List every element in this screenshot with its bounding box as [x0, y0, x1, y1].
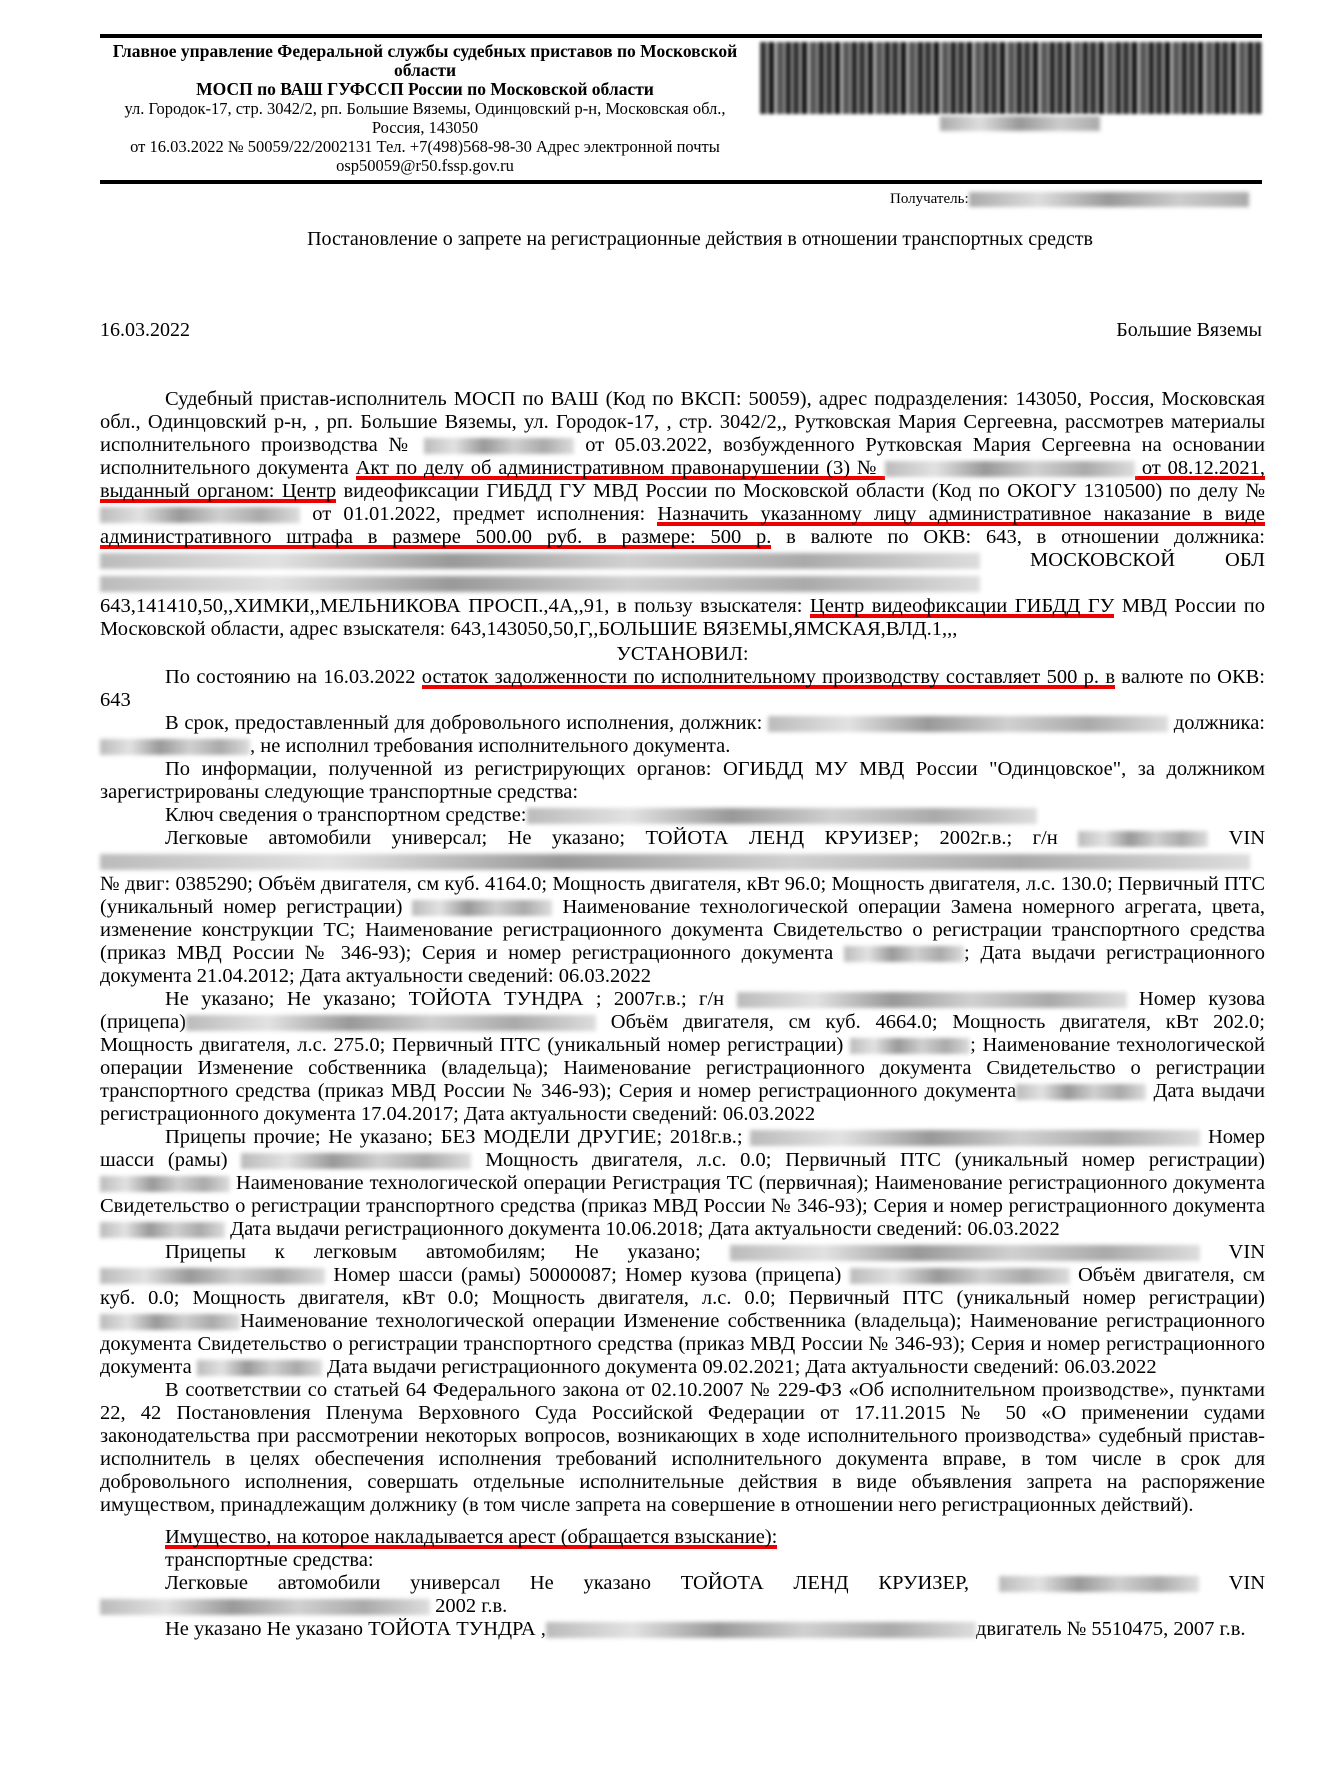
text: видеофиксации ГИБДД ГУ МВД России по Московской области (Код по ОКОГУ 1310500) по делу № [336, 480, 1266, 502]
paragraph [100, 758, 1265, 804]
text: транспортные средства: [165, 1549, 374, 1571]
document-title: Постановление о запрете на регистрационные действия в отношении транспортных средств [307, 228, 1093, 250]
text: Легковые автомобили универсал Не указано ТОЙОТА ЛЕНД КРУИЗЕР, [165, 1572, 999, 1594]
text: Мощность двигателя, л.с. 0.0; Первичный ПТС (уникальный номер регистрации) [471, 1149, 1265, 1171]
text: МВД России по Московской области, адрес взыскателя: 643,143050,50,Г,,БОЛЬШИЕ ВЯЗЕМЫ,ЯМСКАЯ,ВЛД.1,,, [100, 595, 1265, 640]
highlighted-text: от 08.12.2021, выданный органом: Центр [100, 457, 1265, 502]
paragraph [100, 1526, 1265, 1549]
text: МОСКОВСКОЙ ОБЛ [980, 549, 1265, 571]
redacted-value [100, 553, 980, 569]
text: ; Дата выдачи регистрационного документа 21.04.2012; Дата актуальности сведений: 06.03.2022 [100, 942, 1265, 987]
text: 2002 г.в. [430, 1595, 508, 1617]
text: Номер кузова (прицепа) [100, 988, 1265, 1033]
text: Не указано Не указано ТОЙОТА ТУНДРА , [165, 1618, 546, 1640]
text: УСТАНОВИЛ: [616, 643, 749, 665]
redacted-value [100, 854, 1250, 870]
text: № двиг: 0385290; Объём двигателя, см куб. 4164.0; Мощность двигателя, кВт 96.0; Мощность двигателя, л.с. 130.0; Первичный ПТС (уникальный номер регистрации) [100, 873, 1265, 918]
section-heading [100, 643, 1265, 666]
highlighted-text: Имущество, на которое накладывается арест (обращается взыскание): [165, 1526, 778, 1548]
text: валюте по ОКВ: 643 [100, 666, 1265, 711]
text: Легковые автомобили универсал; Не указано; ТОЙОТА ЛЕНД КРУИЗЕР; 2002г.в.; г/н [165, 827, 1079, 849]
redacted-value [100, 507, 300, 523]
text: Не указано; Не указано; ТОЙОТА ТУНДРА ; 2007г.в.; г/н [165, 988, 737, 1010]
barcode-number-redacted [940, 116, 1100, 131]
redacted-value [241, 1153, 471, 1169]
paragraph [100, 388, 1265, 641]
redacted-value [100, 1599, 430, 1615]
text: Объём двигателя, см куб. 0.0; Мощность двигателя, кВт 0.0; Мощность двигателя, л.с. 0.0; Первичный ПТС (уникальный номер регистрации) [100, 1264, 1265, 1309]
redacted-value [999, 1576, 1199, 1592]
highlighted-text: Назначить указанному лицу административное наказание в виде административного штрафа в размере 500.00 руб. в размере: 500 р. [100, 503, 1265, 548]
text: Судебный пристав-исполнитель МОСП по ВАШ (Код по ВКСП: 50059), адрес подразделения: 143050, Россия, Московская обл., Одинцовский р-н, , рп. Большие Вяземы, ул. Городок-17, , стр. 3042/2,, Рутковская Мария Сергеевна, рассмотрев материалы исполнительного производства № [100, 388, 1265, 456]
text: в валюте по ОКВ: 643, в отношении должника: [771, 526, 1266, 548]
paragraph [100, 1572, 1265, 1618]
redacted-value [750, 1130, 1200, 1146]
issuer-address: ул. Городок-17, стр. 3042/2, рп. Большие Вяземы, Одинцовский р-н, Московская обл., Россия, 143050 [124, 99, 726, 137]
text: Объём двигателя, см куб. 4664.0; Мощность двигателя, кВт 202.0; Мощность двигателя, л.с. 275.0; Первичный ПТС (уникальный номер регистрации) [100, 1011, 1265, 1056]
paragraph [100, 827, 1265, 988]
text: Прицепы к легковым автомобилям; Не указано; [165, 1241, 730, 1263]
redacted-value [885, 461, 1135, 477]
paragraph [100, 1126, 1265, 1241]
text: двигатель № 5510475, 2007 г.в. [975, 1618, 1246, 1640]
issuer-contacts: от 16.03.2022 № 50059/22/2002131 Тел. +7(498)568-98-30 Адрес электронной почты osp50059@r50.fssp.gov.ru [130, 137, 720, 175]
text: Дата выдачи регистрационного документа 17.04.2017; Дата актуальности сведений: 06.03.2022 [100, 1080, 1265, 1125]
text: 643,141410,50,,ХИМКИ,,МЕЛЬНИКОВА ПРОСП.,4А,,91, в пользу взыскателя: [100, 595, 810, 617]
text: Дата выдачи регистрационного документа 09.02.2021; Дата актуальности сведений: 06.03.2022 [321, 1356, 1157, 1378]
paragraph [100, 712, 1265, 758]
text: должника: [1168, 712, 1265, 734]
redacted-value [100, 739, 250, 755]
redacted-value [100, 1314, 240, 1330]
header-top-rule [100, 34, 1262, 38]
text: Дата выдачи регистрационного документа 10.06.2018; Дата актуальности сведений: 06.03.2022 [225, 1218, 1060, 1240]
redacted-value [850, 1038, 970, 1054]
redacted-value [100, 1222, 225, 1238]
text: от 05.03.2022, возбужденного Рутковская Мария Сергеевна на основании исполнительного документа [100, 434, 1265, 479]
recipient [890, 191, 1249, 208]
redacted-value [730, 1245, 1200, 1261]
text: VIN [1208, 827, 1266, 849]
text: Наименование технологической операции Замена номерного агрегата, цвета, изменение конструкции ТС; Наименование регистрационного документа Свидетельство о регистрации транспортного средства (приказ МВД России № 346-93); Серия и номер регистрационного документа [100, 896, 1265, 964]
redacted-value [737, 992, 1127, 1008]
redacted-value [186, 1015, 596, 1031]
redacted-value [100, 1176, 230, 1192]
issuer-header [100, 42, 750, 175]
paragraph [100, 804, 1265, 827]
redacted-value [424, 438, 574, 454]
text: , не исполнил требования исполнительного документа. [250, 735, 731, 757]
redacted-value [527, 808, 1037, 824]
paragraph [100, 1379, 1265, 1517]
redacted-value [844, 946, 964, 962]
text: от 01.01.2022, предмет исполнения: [300, 503, 658, 525]
text: Номер шасси (рамы) 50000087; Номер кузова (прицепа) [325, 1264, 850, 1286]
redacted-value [197, 1360, 322, 1376]
recipient-redacted [969, 192, 1249, 207]
redacted-value [100, 576, 980, 592]
text: VIN [1199, 1241, 1265, 1263]
text: Наименование технологической операции Изменение собственника (владельца); Наименование регистрационного документа Свидетельство о регистрации транспортного средства (приказ МВД России № 346-93); Серия и номер регистрационного документа [100, 1310, 1265, 1378]
text: По информации, полученной из регистрирующих органов: ОГИБДД МУ МВД России "Одинцовское", за должником зарегистрированы следующие транспортные средства: [100, 758, 1265, 803]
recipient-label: Получатель: [890, 191, 969, 207]
document-body [100, 388, 1265, 1641]
redacted-value [1016, 1084, 1146, 1100]
highlighted-text: Центр видеофиксации ГИБДД ГУ [809, 595, 1115, 617]
text: ; Наименование технологической операции Изменение собственника (владельца); Наименование регистрационного документа Свидетельство о регистрации транспортного средства (приказ МВД России № 346-93); Серия и номер регистрационного документа [100, 1034, 1265, 1102]
text: Ключ сведения о транспортном средстве: [165, 804, 527, 826]
barcode [760, 42, 1262, 114]
highlighted-text: остаток задолженности по исполнительному производству составляет 500 р. в [421, 666, 1115, 688]
redacted-value [546, 1622, 976, 1638]
document-place: Большие Вяземы [1116, 319, 1262, 341]
text: В срок, предоставленный для добровольного исполнения, должник: [165, 712, 769, 734]
header-bottom-rule [100, 180, 1262, 184]
text: По состоянию на 16.03.2022 [165, 666, 422, 688]
redacted-value [850, 1268, 1070, 1284]
issuer-department: МОСП по ВАШ ГУФССП России по Московской области [196, 79, 654, 99]
paragraph [100, 988, 1265, 1126]
redacted-value [100, 1268, 325, 1284]
text: Прицепы прочие; Не указано; БЕЗ МОДЕЛИ ДРУГИЕ; 2018г.в.; [165, 1126, 751, 1148]
paragraph [100, 1549, 1265, 1572]
paragraph [100, 1241, 1265, 1379]
text: VIN [1198, 1572, 1266, 1594]
paragraph [100, 666, 1265, 712]
redacted-value [768, 716, 1168, 732]
issuer-org: Главное управление Федеральной службы судебных приставов по Московской области [112, 41, 738, 80]
text: Номер шасси (рамы) [100, 1126, 1265, 1171]
document-date: 16.03.2022 [100, 319, 190, 341]
text: В соответствии со статьей 64 Федерального закона от 02.10.2007 № 229-ФЗ «Об исполнительном производстве», пунктами 22, 42 Постановления Пленума Верховного Суда Российской Федерации от 17.11.2015 № 50 «О применении судами законодательства при рассмотрении некоторых вопросов, возникающих в ходе исполнительного производства» судебный пристав-исполнитель в целях обеспечения исполнения требований исполнительного документа вправе, в том числе в срок для добровольного исполнения, совершать отдельные исполнительные действия в виде объявления запрета на распоряжение имуществом, принадлежащим должнику (в том числе запрета на совершение в отношении него регистрационных действий). [100, 1379, 1265, 1516]
redacted-value [412, 900, 552, 916]
paragraph [100, 1618, 1265, 1641]
redacted-value [1078, 831, 1208, 847]
highlighted-text: Акт по делу об административном правонарушении (3) № [355, 457, 885, 479]
text: Наименование технологической операции Регистрация ТС (первичная); Наименование регистрационного документа Свидетельство о регистрации транспортного средства (приказ МВД России № 346-93); Серия и номер регистрационного документа [100, 1172, 1265, 1217]
